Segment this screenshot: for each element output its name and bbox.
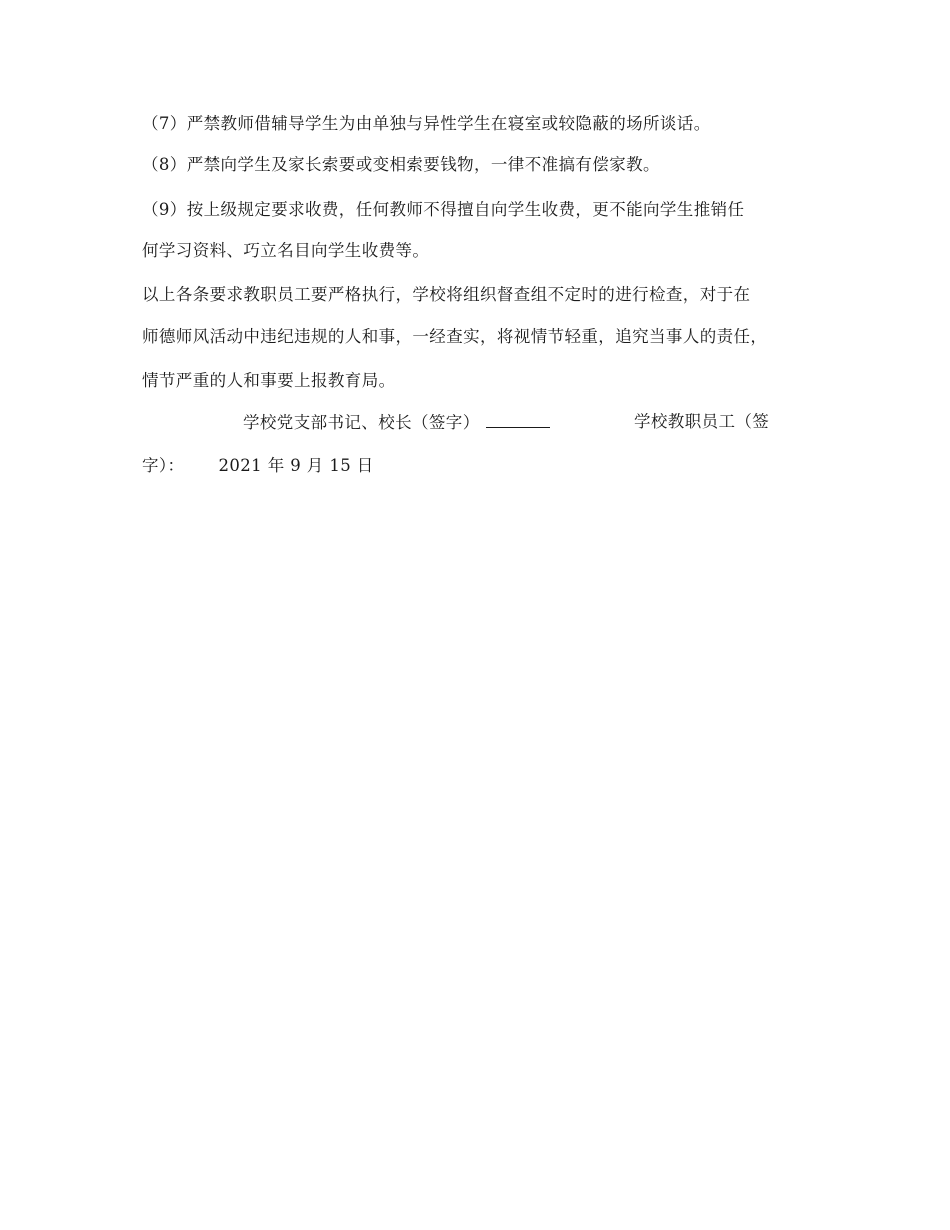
- closing-paragraph-line-2: 师德师风活动中违纪违规的人和事，一经查实，将视情节轻重，追究当事人的责任，: [142, 327, 768, 346]
- closing-paragraph-line-3: 情节严重的人和事要上报教育局。: [142, 371, 396, 390]
- closing-paragraph-line-1: 以上各条要求教职员工要严格执行，学校将组织督查组不定时的进行检查，对于在: [142, 285, 751, 304]
- paragraph-item-9-line-2: 何学习资料、巧立名目向学生收费等。: [142, 241, 430, 260]
- paragraph-item-7: （7）严禁教师借辅导学生为由单独与异性学生在寝室或较隐蔽的场所谈话。: [142, 114, 711, 133]
- principal-signature-label: 学校党支部书记、校长（签字）: [243, 413, 480, 432]
- paragraph-item-9-line-1: （9）按上级规定要求收费，任何教师不得擅自向学生收费，更不能向学生推销任: [142, 200, 745, 219]
- signature-date: 2021 年 9 月 15 日: [218, 456, 374, 475]
- principal-signature: [243, 411, 550, 434]
- paragraph-item-8: （8）严禁向学生及家长索要或变相索要钱物，一律不准搞有偿家教。: [142, 155, 660, 174]
- staff-signature-label-cont: 字）：: [142, 456, 185, 475]
- principal-signature-blank: [486, 411, 550, 428]
- staff-signature-label: 学校教职员工（签: [634, 412, 770, 431]
- staff-signature-date-line: [142, 455, 374, 477]
